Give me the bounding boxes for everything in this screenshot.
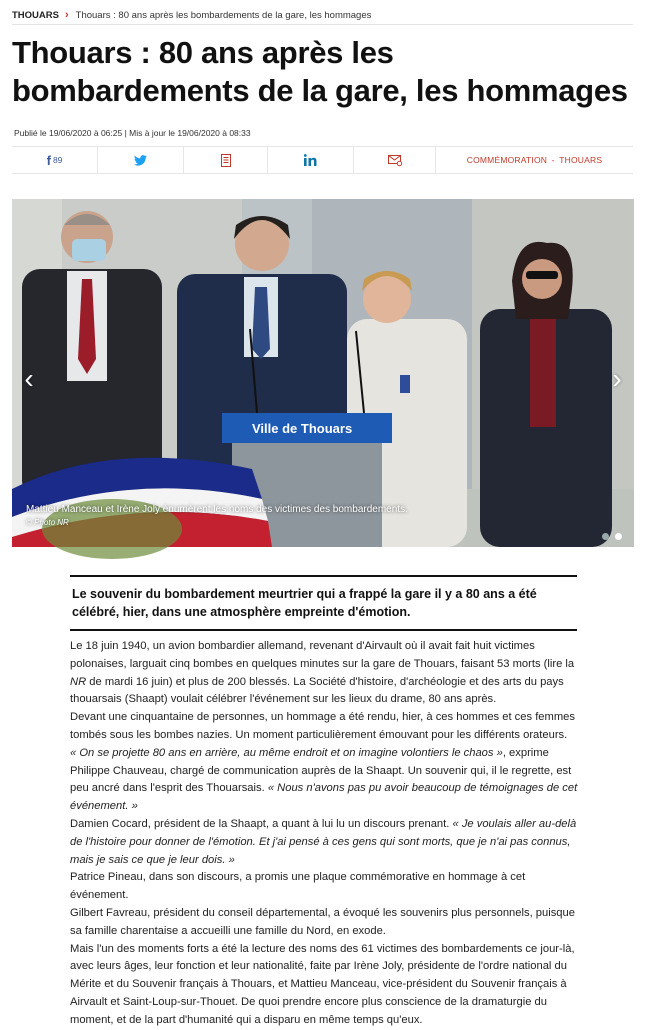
- paragraph: Devant une cinquantaine de personnes, un hommage a été rendu, hier, à ces hommes et ces femmes tombés sous les bombes nazies. Un moment particulièrement émouvant pour les différents orateurs.: [70, 711, 575, 741]
- facebook-icon: f: [46, 152, 51, 168]
- paragraph: Le 18 juin 1940, un avion bombardier allemand, revenant d'Airvault où il avait fait huit victimes polonaises, larguait cinq bombes en quelques minutes sur la gare de Thouars, faisant 53 morts (lire la NR de mardi 16 juin) et plus de 200 blessés. La Société d'histoire, d'archéologie et des arts du pays thouarsais (Shaapt) voulait célébrer l'événement sur les lieux du drame, 80 ans après.: [70, 640, 575, 706]
- share-bar: [12, 146, 633, 174]
- breadcrumb-divider: [12, 24, 633, 25]
- linkedin-share-button[interactable]: [268, 147, 354, 173]
- email-share-button[interactable]: [354, 147, 436, 173]
- page-title: Thouars : 80 ans après les bombardements de la gare, les hommages: [12, 35, 628, 108]
- carousel-dots: [602, 533, 622, 540]
- tag-thouars[interactable]: THOUARS: [559, 155, 603, 165]
- ceremony-photo: [12, 199, 634, 547]
- quote: « Nous n'avons pas pu avoir beaucoup de témoignages de cet événement. »: [70, 782, 578, 813]
- paragraph: « On se projette 80 ans en arrière, au même endroit et on imagine volontiers le chaos », exprime Philippe Chauveau, chargé de communication auprès de la Shaapt. Un souvenir qui, il le regrette, est peu ancré dans l'esprit des Thouarsais. « Nous n'avons pas pu avoir beaucoup de témoignages de cet événement. »: [70, 746, 578, 813]
- nr-reference: NR: [70, 675, 87, 688]
- lectern-sign-text: Ville de Thouars: [252, 421, 353, 436]
- breadcrumb: [12, 9, 371, 21]
- breadcrumb-current: Thouars : 80 ans après les bombardements de la gare, les hommages: [75, 9, 372, 21]
- facebook-count: 89: [52, 155, 63, 165]
- quote: « Je voulais aller au-delà de l'histoire pour donner de l'émotion. Et j'ai pensé à ces gens qui sont morts, que je n'ai pas connus, mais je sais ce que je leur dois. »: [70, 817, 577, 866]
- paragraph: Gilbert Favreau, président du conseil départemental, a évoqué les souvenirs plus personnels, puisque sa famille charentaise a accueilli une famille du Nord, en exode.: [70, 906, 575, 937]
- quote: « On se projette 80 ans en arrière, au même endroit et on imagine volontiers le chaos »: [70, 746, 503, 759]
- tag-separator: -: [551, 155, 555, 165]
- paragraph: Damien Cocard, président de la Shaapt, a quant à lui lu un discours prenant. « Je voulais aller au-delà de l'histoire pour donner de l'émotion. Et j'ai pensé à ces gens qui sont morts, que je n'ai pas connus, mais je sais ce que je leur dois. »: [70, 817, 577, 866]
- tag-commemoration[interactable]: COMMÉMORATION: [466, 155, 548, 165]
- twitter-share-button[interactable]: [98, 147, 184, 173]
- linkedin-icon: [304, 154, 318, 166]
- document-icon: [221, 154, 231, 167]
- publish-dates: Publié le 19/06/2020 à 06:25 | Mis à jour le 19/06/2020 à 08:33: [14, 128, 251, 138]
- breadcrumb-section-link[interactable]: THOUARS: [12, 9, 59, 21]
- carousel-dot[interactable]: [602, 533, 609, 540]
- print-button[interactable]: [184, 147, 268, 173]
- photo-credit: © Photo NR: [26, 518, 69, 527]
- breadcrumb-separator: ›: [64, 9, 69, 21]
- tags: [436, 147, 633, 173]
- chevron-left-icon[interactable]: ‹: [24, 363, 34, 394]
- facebook-share-button[interactable]: [12, 147, 98, 173]
- paragraph: Patrice Pineau, dans son discours, a promis une plaque commémorative en hommage à cet événement.: [70, 871, 526, 902]
- article-body: [70, 638, 580, 1030]
- photo-carousel[interactable]: [12, 199, 634, 547]
- twitter-icon: [134, 155, 147, 166]
- chevron-right-icon[interactable]: ›: [612, 363, 622, 394]
- article-lead: Le souvenir du bombardement meurtrier qui a frappé la gare il y a 80 ans a été célébré, hier, dans une atmosphère empreinte d'émotion.: [70, 575, 577, 631]
- photo-caption: Mattieu Manceau et Irène Joly énumèrent les noms des victimes des bombardements.: [26, 504, 408, 515]
- mail-icon: [388, 155, 402, 166]
- paragraph: Mais l'un des moments forts a été la lecture des noms des 61 victimes des bombardements ce jour-là, avec leurs âges, leur fonction et leur nationalité, faite par Irène Joly, présidente de l'ordre national du Mérite et du Souvenir français à Thouars, et Mattieu Manceau, vice-président du Souvenir français à Airvault et Saint-Loup-sur-Thouet. De quoi prendre encore plus conscience de la dramaturgie du moment, et de la part d'humanité qui a disparu en même temps qu'eux.: [70, 942, 575, 1026]
- carousel-dot-active[interactable]: [615, 533, 622, 540]
